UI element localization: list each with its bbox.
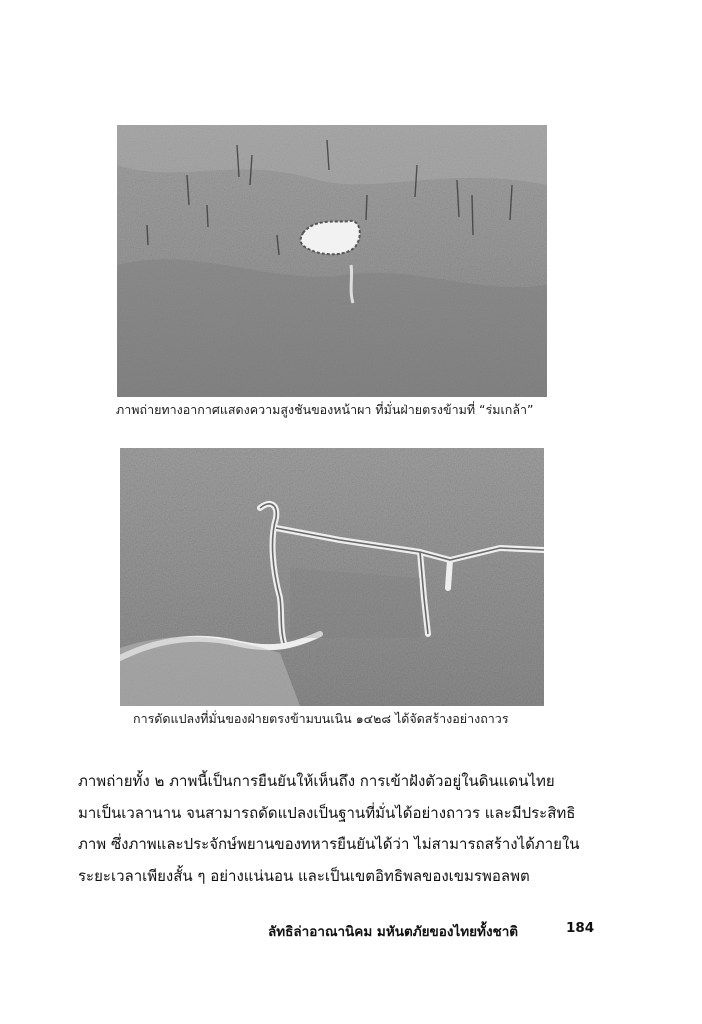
aerial-photo-caption: ภาพถ่ายทางอากาศแสดงความสูงชันของหน้าผา ที่มั่นฝ่ายตรงข้ามที่ “ร่มเกล้า” — [116, 402, 534, 417]
body-line: ระยะเวลาเพียงสั้น ๆ อย่างแน่นอน และเป็นเขตอิทธิพลของเขมรพอลพต — [78, 866, 530, 885]
running-footer-title: ลัทธิล่าอาณานิคม มหันตภัยของไทยทั้งชาติ — [268, 924, 519, 940]
hill-fortification-photo — [120, 448, 544, 706]
aerial-cliff-photo — [117, 125, 547, 397]
body-paragraph — [78, 766, 618, 892]
aerial-cliff-photo-image — [117, 125, 547, 397]
body-line: มาเป็นเวลานาน จนสามารถดัดแปลงเป็นฐานที่มั่นได้อย่างถาวร และมีประสิทธิ — [78, 803, 576, 822]
page-number: 184 — [566, 920, 595, 936]
body-line: ภาพถ่ายทั้ง ๒ ภาพนี้เป็นการยืนยันให้เห็นถึง การเข้าฝังตัวอยู่ในดินแดนไทย — [78, 772, 555, 790]
hill-fortification-photo-image — [120, 448, 544, 706]
body-line: ภาพ ซึ่งภาพและประจักษ์พยานของทหารยืนยันได้ว่า ไม่สามารถสร้างได้ภายใน — [78, 835, 580, 853]
fortification-photo-caption: การดัดแปลงที่มั่นของฝ่ายตรงข้ามบนเนิน ๑๔๒๘ ได้จัดสร้างอย่างถาวร — [133, 711, 509, 726]
